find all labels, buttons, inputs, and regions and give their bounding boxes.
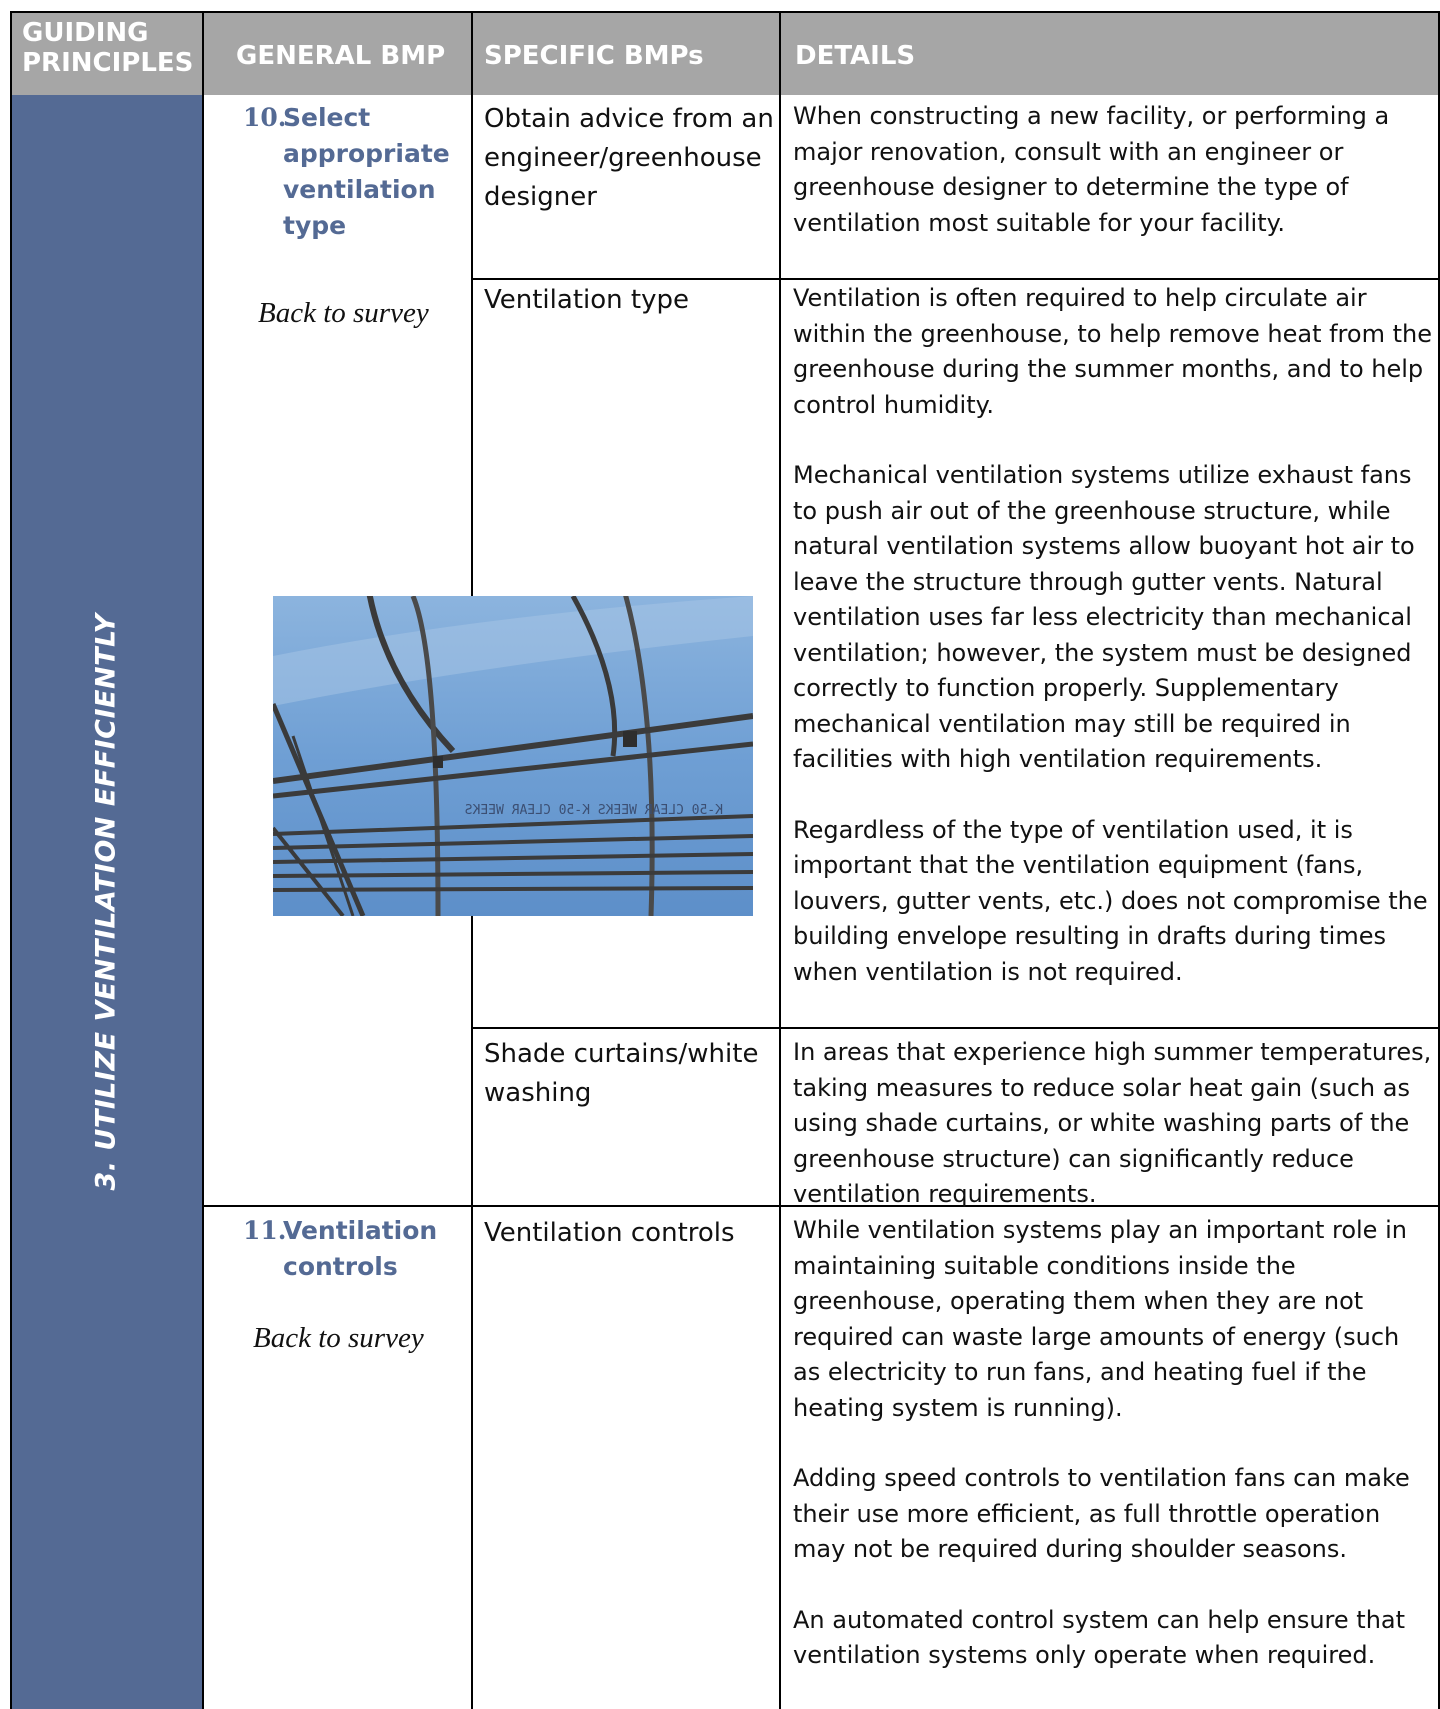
details-paragraph: An automated control system can help ensure that ventilation systems only operate when required. — [793, 1605, 1406, 1669]
details-cell — [793, 99, 1433, 241]
header-details: DETAILS — [795, 41, 916, 71]
col-divider — [1438, 11, 1440, 1709]
details-paragraph: Ventilation is often required to help circulate air within the greenhouse, to help remove heat from the greenhouse during the summer months, and to help control humidity. — [793, 284, 1432, 419]
details-paragraph: Regardless of the type of ventilation used, it is important that the ventilation equipment (fans, louvers, gutter vents, etc.) does not compromise the building envelope resulting in drafts during times when ventilation is not required. — [793, 815, 1428, 986]
col-divider — [202, 11, 204, 1709]
specific-bmp: Ventilation controls — [484, 1218, 735, 1248]
header-general-bmp: GENERAL BMP — [236, 41, 446, 71]
col-divider — [779, 11, 781, 1709]
back-to-survey-link[interactable]: Back to survey — [258, 297, 429, 329]
greenhouse-vent-photo — [273, 596, 753, 916]
details-paragraph: Adding speed controls to ventilation fans can make their use more efficient, as full throttle operation may not be required during shoulder seasons. — [793, 1464, 1410, 1563]
bmp-title: Select appropriate ventilation type — [283, 103, 450, 240]
details-paragraph: While ventilation systems play an important role in maintaining suitable conditions inside the greenhouse, operating them when they are not required can waste large amounts of energy (such as electricity to run fans, and heating fuel if the heating system is running). — [793, 1216, 1407, 1422]
bmp-title: Ventilation controls — [283, 1216, 438, 1281]
row-divider — [471, 278, 1439, 280]
header-guiding-principles: GUIDING PRINCIPLES — [22, 18, 194, 78]
specific-bmp: Shade curtains/white washing — [484, 1039, 759, 1108]
greenhouse-illustration — [273, 596, 753, 916]
back-to-survey-link[interactable]: Back to survey — [253, 1322, 424, 1354]
row-divider — [471, 1027, 1439, 1029]
details-paragraph: In areas that experience high summer temperatures, taking measures to reduce solar heat gain (such as using shade curtains, or white washing parts of the greenhouse structure) can significantly reduce ventilation requirements. — [793, 1038, 1432, 1208]
table-header — [10, 11, 1440, 95]
row-divider — [10, 11, 1440, 13]
specific-bmp: Obtain advice from an engineer/greenhouse designer — [484, 104, 774, 212]
bmp-number: 10. — [243, 103, 287, 132]
details-paragraph: When constructing a new facility, or performing a major renovation, consult with an engineer or greenhouse designer to determine the type of ventilation most suitable for your facility. — [793, 102, 1390, 237]
details-cell — [793, 281, 1433, 990]
general-bmp-11 — [236, 1213, 498, 1285]
general-bmp-10 — [236, 100, 498, 244]
bmp-number: 11. — [243, 1216, 287, 1245]
details-paragraph: Mechanical ventilation systems utilize exhaust fans to push air out of the greenhouse structure, while natural ventilation systems allow buoyant hot air to leave the structure through gutter vents. Natural ventilation uses far less electricity than mechanical ventilation; however, the system must be designed correctly to function properly. Supplementary mechanical ventilation may still be required in facilities with high ventilation requirements. — [793, 461, 1415, 773]
header-specific-bmps: SPECIFIC BMPs — [484, 41, 704, 71]
film-print-text: K-50 CLEAR WEEKS K-50 CLEAR WEEKS — [464, 803, 723, 818]
specific-bmp: Ventilation type — [484, 285, 689, 315]
details-cell — [793, 1035, 1433, 1213]
details-cell — [793, 1213, 1433, 1674]
col-divider — [10, 11, 12, 1709]
